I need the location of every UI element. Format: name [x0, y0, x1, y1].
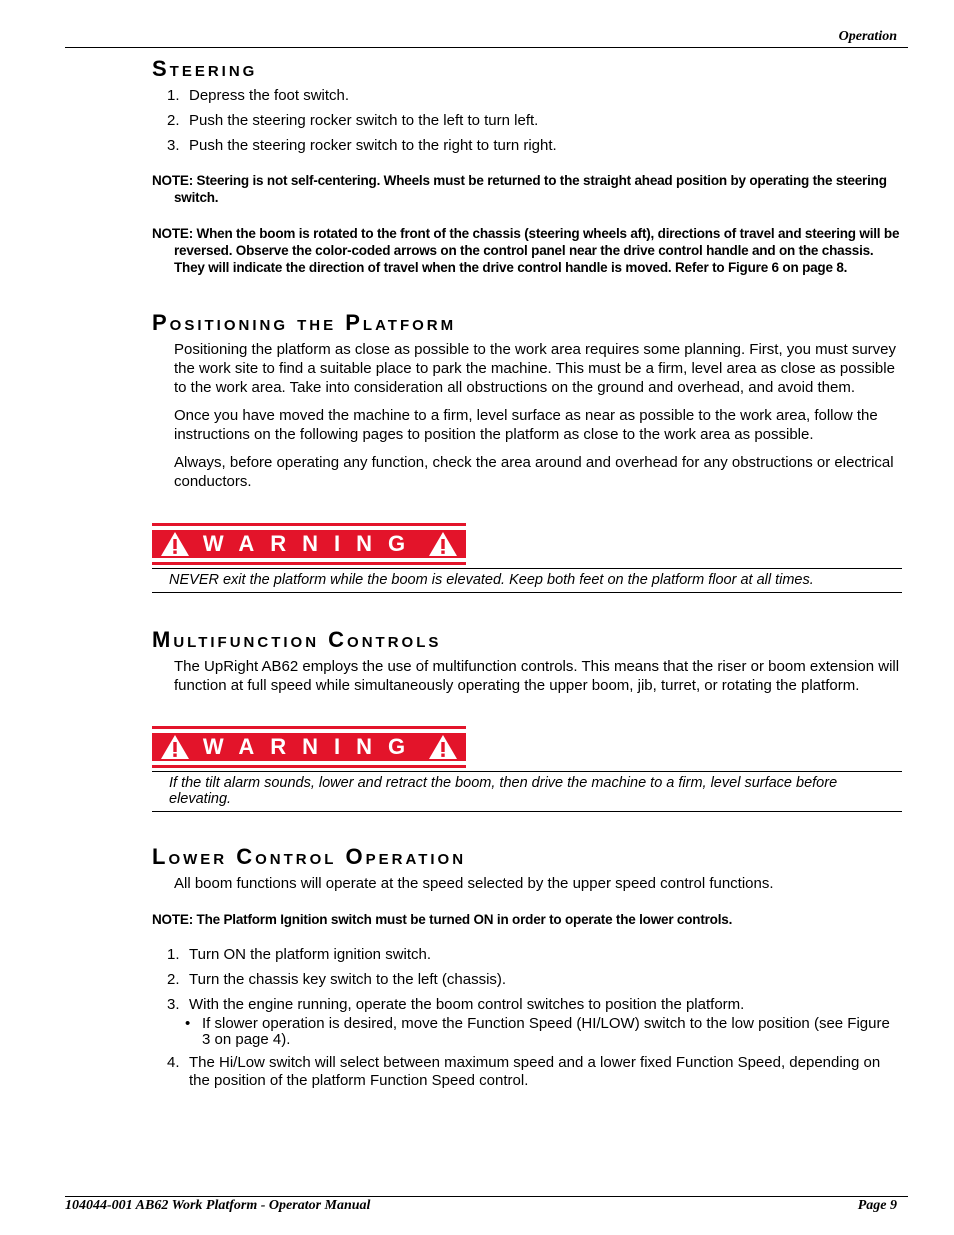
warning-banner [152, 523, 466, 565]
warning-triangle-icon [428, 531, 458, 557]
lower-control-steps-continued [152, 1054, 902, 1090]
header-rule [65, 47, 908, 48]
section-heading-steering: Steering [152, 56, 258, 81]
page-content [152, 56, 902, 1097]
note-steering-self-centering: NOTE: Steering is not self-centering. Wheels must be returned to the straight ahead position by operating the steering switch. [152, 173, 887, 205]
warning-banner [152, 726, 466, 768]
warning-triangle-icon [160, 734, 190, 760]
page-number: Page 9 [857, 1198, 897, 1213]
warning-message: NEVER exit the platform while the boom is elevated. Keep both feet on the platform floor at all times. [152, 568, 902, 593]
lower-control-steps [152, 946, 902, 1014]
warning-label: WARNING [202, 531, 422, 556]
list-item: • If slower operation is desired, move the Function Speed (HI/LOW) switch to the low position (see Figure 3 on page 4). [185, 1015, 890, 1048]
footer-document-title: 104044-001 AB62 Work Platform - Operator Manual [65, 1198, 371, 1213]
paragraph: Once you have moved the machine to a firm, level surface as near as possible to the work area, follow the instructions on the following pages to position the platform as close to the work area as possible. [174, 407, 878, 443]
section-heading-multifunction: Multifunction Controls [152, 627, 442, 652]
note-platform-ignition: NOTE: The Platform Ignition switch must be turned ON in order to operate the lower controls. [152, 912, 733, 927]
footer-rule [65, 1196, 908, 1197]
section-heading-lower-control: Lower Control Operation [152, 844, 467, 869]
bullet-list [152, 1016, 902, 1048]
list-item: 4. The Hi/Low switch will select between maximum speed and a lower fixed Function Speed, depending on the position of the platform Function Speed control. [167, 1054, 881, 1089]
paragraph: The UpRight AB62 employs the use of multifunction controls. This means that the riser or boom extension will function at full speed while simultaneously operating the upper boom, jib, turret, or rotating the platform. [174, 658, 900, 694]
list-item: 1. Depress the foot switch. [167, 87, 350, 104]
paragraph: Always, before operating any function, check the area around and overhead for any obstructions or electrical conductors. [174, 454, 894, 490]
steering-steps [152, 87, 902, 155]
section-heading-positioning: Positioning the Platform [152, 310, 457, 335]
paragraph: Positioning the platform as close as possible to the work area requires some planning. First, you must survey the work site to find a suitable place to park the machine. This must be a firm, level area as close as possible to the work area. Take into consideration all obstructions on the ground and overhead, and avoid them. [174, 341, 897, 396]
note-boom-rotated: NOTE: When the boom is rotated to the front of the chassis (steering wheels aft), directions of travel and steering will be reversed. Observe the color-coded arrows on the control panel near the drive control handle and on the chassis. They will indicate the direction of travel when the drive control handle is moved. Refer to Figure 6 on page 8. [152, 226, 900, 275]
warning-triangle-icon [428, 734, 458, 760]
warning-message: If the tilt alarm sounds, lower and retract the boom, then drive the machine to a firm, level surface before elevating. [152, 771, 902, 812]
list-item: 2. Push the steering rocker switch to the left to turn left. [167, 112, 539, 129]
warning-triangle-icon [160, 531, 190, 557]
list-item: 1. Turn ON the platform ignition switch. [167, 946, 432, 963]
running-header: Operation [838, 29, 897, 44]
paragraph: All boom functions will operate at the speed selected by the upper speed control functions. [174, 875, 774, 892]
list-item: 3. With the engine running, operate the boom control switches to position the platform. [167, 996, 745, 1013]
list-item: 2. Turn the chassis key switch to the left (chassis). [167, 971, 507, 988]
list-item: 3. Push the steering rocker switch to the right to turn right. [167, 137, 557, 154]
warning-label: WARNING [202, 734, 422, 759]
